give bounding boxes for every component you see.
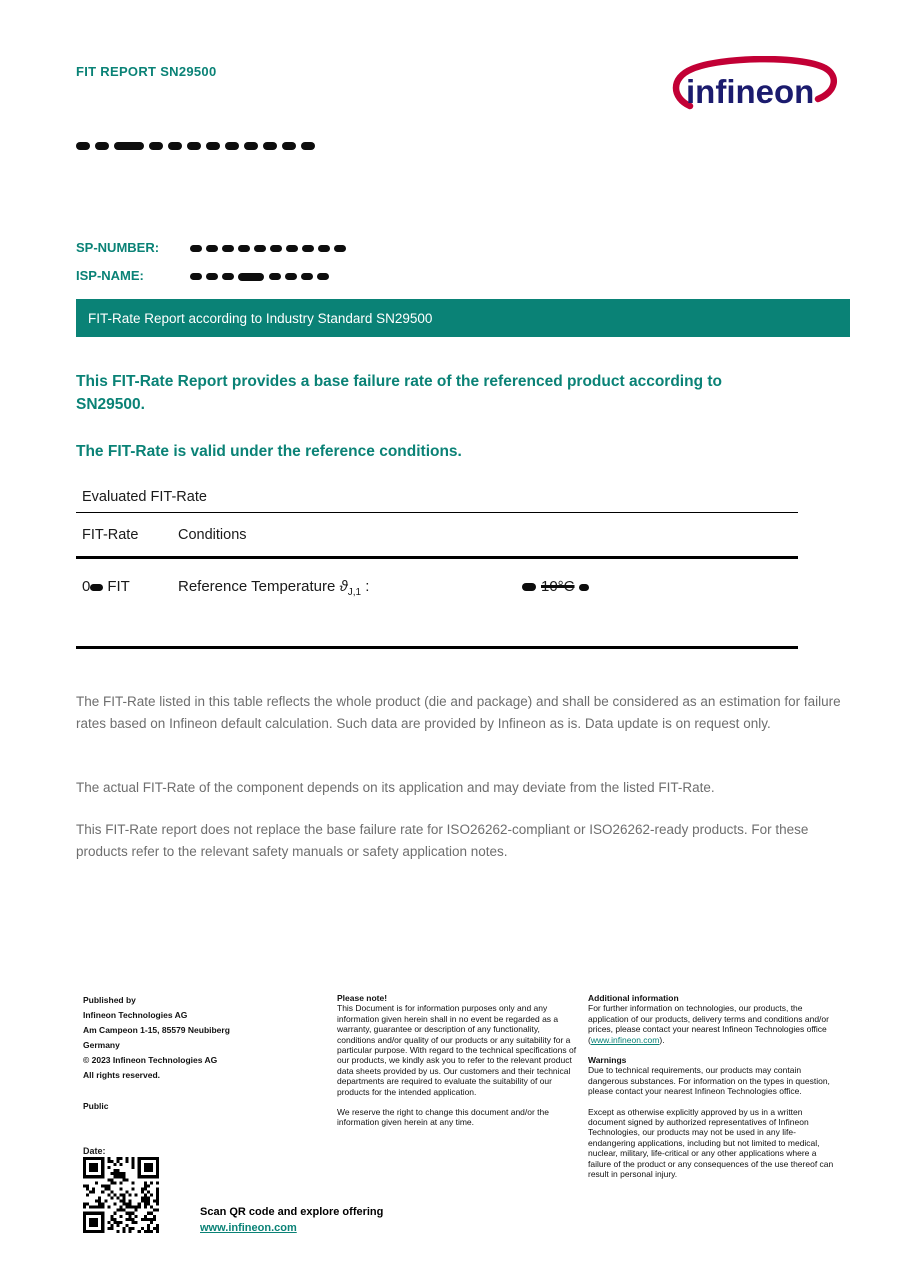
infineon-logo [668,56,838,120]
footer-spacer [83,1083,298,1099]
copyright-line: © 2023 Infineon Technologies AG [83,1055,218,1065]
additional-info-text: For further information on technologies, our products, the application of our products, delivery terms and conditions and/or prices, please contact your nearest Infineon Technologies office ( [588,1003,829,1045]
fit-rate-unit: FIT [107,578,130,595]
redaction-bar [206,245,218,252]
body-paragraph-2: The actual FIT-Rate of the component depends on its application and may deviate from the listed FIT-Rate. [76,780,715,795]
footer-note-column [337,993,579,1128]
page-title: FIT REPORT SN29500 [76,64,217,79]
footer-spacer [588,1045,840,1055]
body-paragraph-1: The FIT-Rate listed in this table reflects the whole product (die and package) and shall be considered as an estimation for failure rates based on Infineon default calculation. Such data are provided by Infineon as is. Data update is on request only. [76,694,841,731]
temperature-redaction-left [522,578,541,595]
theta-symbol: ϑ [339,578,348,595]
redaction-bar [269,273,281,280]
table-rule-bottom [76,646,798,649]
intro-heading-2: The FIT-Rate is valid under the reference conditions. [76,443,462,460]
table-title: Evaluated FIT-Rate [82,489,207,505]
logo-wordmark: infineon [686,73,815,110]
fit-rate-redaction [90,578,107,595]
redaction-bar [318,245,330,252]
redacted-sp-number [190,240,350,255]
redaction-bar [90,584,103,591]
redaction-bar [263,142,277,150]
redaction-bar [76,142,90,150]
redaction-bar [225,142,239,150]
publisher-country: Germany [83,1040,120,1050]
report-banner-text: FIT-Rate Report according to Industry Standard SN29500 [88,310,433,326]
publisher-company: Infineon Technologies AG [83,1010,188,1020]
sp-number-label: SP-NUMBER: [76,240,160,255]
redaction-bar [282,142,296,150]
redaction-bar [334,245,346,252]
redaction-bar [301,142,315,150]
qr-caption: Scan QR code and explore offering [200,1206,384,1218]
redaction-bar [190,245,202,252]
redaction-bar [222,245,234,252]
redaction-bar [302,245,314,252]
footer-spacer [337,1097,579,1107]
redaction-bar [244,142,258,150]
please-note-heading: Please note! [337,993,388,1003]
intro-heading-1: This FIT-Rate Report provides a base failure rate of the referenced product according to SN29500. [76,373,722,413]
please-note-body: This Document is for information purposes only and any information given herein shall in no event be regarded as a warranty, guarantee or description of any functionality, conditions and/or quality of our products or any suitability for a particular purpose. With regard to the technical specifications of our products, we kindly ask you to refer to the relevant product data sheets provided by us. Our customers and their technical departments are required to evaluate the suitability of our products for the intended application. [337,1003,577,1097]
redaction-bar [206,142,220,150]
redacted-product-name [76,137,320,147]
redaction-bar [222,273,234,280]
redaction-bar [286,245,298,252]
table-rule-top [76,512,798,513]
fit-rate-cell [82,578,130,595]
redaction-bar [168,142,182,150]
infineon-logo-graphic [668,56,838,120]
redaction-bar [285,273,297,280]
body-paragraph-3: This FIT-Rate report does not replace the base failure rate for ISO26262-compliant or ISO26262-ready products. For these products refer to the relevant safety manuals or safety application notes. [76,822,809,859]
infineon-link-footer[interactable]: www.infineon.com [590,1034,660,1045]
redaction-bar [579,584,589,591]
rights-line: All rights reserved. [83,1070,161,1080]
isp-name-field [76,268,333,283]
classification-label: Public [83,1101,109,1111]
date-label: Date: [83,1146,106,1156]
redaction-bar [254,245,266,252]
condition-cell [178,578,369,598]
redaction-bar [522,583,536,591]
additional-info-heading: Additional information [588,993,679,1003]
infineon-link-qr[interactable]: www.infineon.com [200,1222,297,1234]
redaction-bar [95,142,109,150]
table-rule-header [76,556,798,559]
qr-code [83,1157,159,1233]
fit-rate-value-prefix: 0 [82,578,91,595]
redaction-bar [206,273,218,280]
condition-colon: : [365,578,370,595]
warnings-body-1: Due to technical requirements, our products may contain dangerous substances. For information on the types in question, please contact your nearest Infineon Technologies office. [588,1065,830,1097]
warnings-body-2: Except as otherwise explicitly approved by us in a written document signed by authorized representatives of Infineon Technologies, our products may not be used in any life-endangering applications, including but not limited to medical, nuclear, military, life-critical or any other applications where a failure of the product or any consequences of the use thereof can result in personal injury. [588,1106,834,1180]
redaction-bar [317,273,329,280]
redaction-bar [301,273,313,280]
publisher-address: Am Campeon 1-15, 85579 Neubiberg [83,1025,230,1035]
report-banner [76,299,850,337]
temperature-value: 10°C [541,578,575,595]
redaction-bar [149,142,163,150]
additional-info-body [588,1003,840,1045]
additional-info-text-end: ). [659,1034,665,1045]
footer-spacer [588,1097,840,1107]
warnings-heading: Warnings [588,1055,627,1066]
condition-label: Reference Temperature [178,578,336,595]
change-notice-body: We reserve the right to change this document and/or the information given herein at any time. [337,1107,549,1128]
theta-subscript: J,1 [347,587,362,598]
column-header-fit-rate: FIT-Rate [82,527,139,543]
isp-name-label: ISP-NAME: [76,268,144,283]
redaction-bar [187,142,201,150]
redaction-bar [238,245,250,252]
sp-number-field [76,240,350,255]
redaction-bar [270,245,282,252]
temperature-value-cell [522,578,593,595]
footer-published-column [83,993,298,1114]
redaction-bar [114,142,144,150]
redacted-isp-name [190,268,333,283]
column-header-conditions: Conditions [178,527,247,543]
redaction-bar [190,273,202,280]
redaction-bar [238,273,264,281]
temperature-redaction-right [579,578,593,595]
footer-additional-column [588,993,840,1180]
published-by-heading: Published by [83,995,136,1005]
